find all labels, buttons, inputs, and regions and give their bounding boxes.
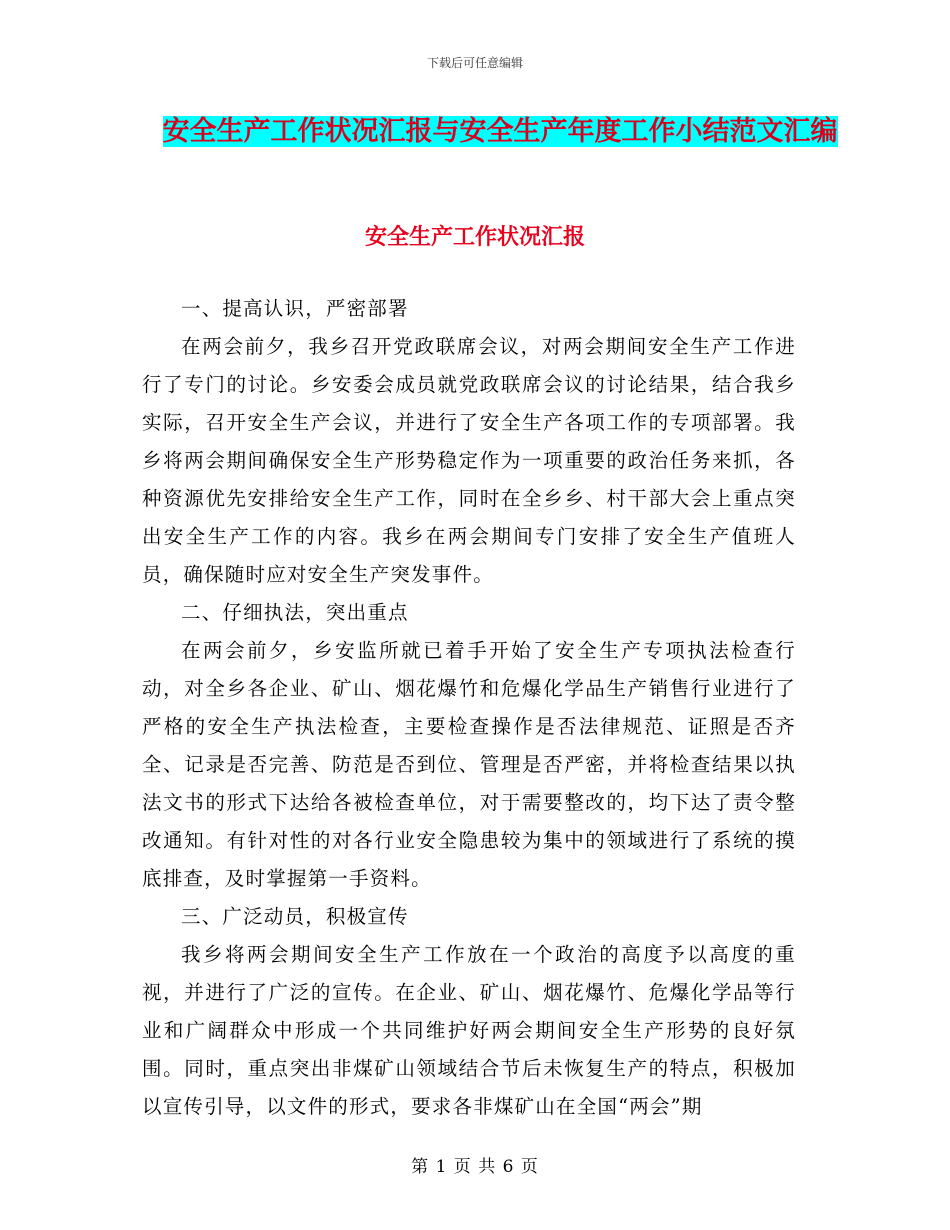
heading-2: 二、仔细执法，突出重点 [181,601,409,624]
paragraph-2: 在两会前夕，乡安监所就已着手开始了安全生产专项执法检查行动，对全乡各企业、矿山、烟花爆竹和危爆化学品生产销售行业进行了严格的安全生产执法检查，主要检查操作是否法律规范、证照是否齐全、记录是否完善、防范是否到位、管理是否严密，并将检查结果以执法文书的形式下达给各被检查单位，对于需要整改的，均下达了责令整改通知。有针对性的对各行业安全隐患较为集中的领域进行了系统的摸底排查，及时掌握第一手资料。 [142,639,796,890]
paragraph-1: 在两会前夕，我乡召开党政联席会议，对两会期间安全生产工作进行了专门的讨论。乡安委会成员就党政联席会议的讨论结果，结合我乡实际，召开安全生产会议，并进行了安全生产各项工作的专项部署。我乡将两会期间确保安全生产形势稳定作为一项重要的政治任务来抓，各种资源优先安排给安全生产工作，同时在全乡乡、村干部大会上重点突出安全生产工作的内容。我乡在两会期间专门安排了安全生产值班人员，确保随时应对安全生产突发事件。 [142,335,796,586]
heading-1: 一、提高认识，严密部署 [181,297,409,320]
header-note: 下载后可任意编辑 [426,56,523,70]
paragraph-3: 我乡将两会期间安全生产工作放在一个政治的高度予以高度的重视，并进行了广泛的宣传。在企业、矿山、烟花爆竹、危爆化学品等行业和广阔群众中形成一个共同维护好两会期间安全生产形势的良好氛围。同时，重点突出非煤矿山领域结合节后未恢复生产的特点，积极加以宣传引导，以文件的形式，要求各非煤矿山在全国“两会”期 [142,943,796,1118]
document-title-text: 安全生产工作状况汇报与安全生产年度工作小结范文汇编 [162,116,838,147]
section-title: 安全生产工作状况汇报 [364,225,585,250]
document-title [150,110,850,154]
body-text [142,290,796,1126]
page-footer: 第 1 页 共 6 页 [411,1157,539,1177]
heading-3: 三、广泛动员，积极宣传 [181,905,409,928]
